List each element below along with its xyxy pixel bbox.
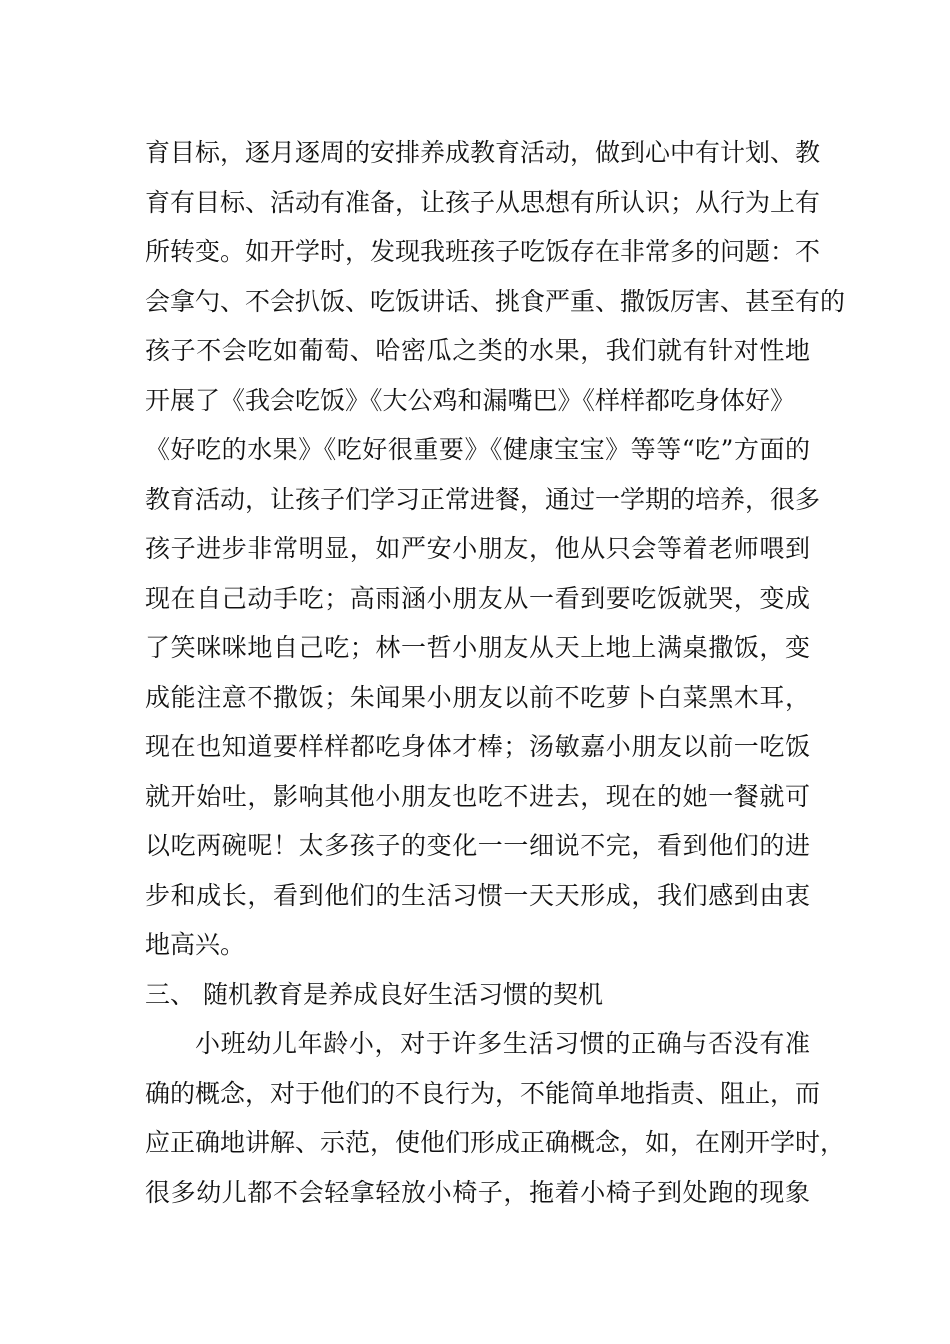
text-line: 成能注意不撒饭；朱闻果小朋友以前不吃萝卜白菜黑木耳， — [145, 682, 810, 712]
text-line: 所转变。如开学时，发现我班孩子吃饭存在非常多的问题：不 — [145, 237, 821, 266]
text-line: 开展了《我会吃饭》《大公鸡和漏嘴巴》《样样都吃身体好》 — [145, 385, 796, 415]
text-line: 了笑咪咪地自己吃；林一哲小朋友从天上地上满桌撒饭，变 — [145, 633, 810, 662]
text-line: 以吃两碗呢！太多孩子的变化一一细说不完，看到他们的进 — [145, 831, 810, 860]
text-line: 现在自己动手吃；高雨涵小朋友从一看到要吃饭就哭，变成 — [145, 583, 810, 613]
text-line: 会拿勺、不会扒饭、吃饭讲话、挑食严重、撒饭厉害、甚至有的 — [145, 286, 846, 316]
text-line: 应正确地讲解、示范，使他们形成正确概念，如，在刚开学时， — [145, 1128, 846, 1157]
text-line: 孩子不会吃如葡萄、哈密瓜之类的水果，我们就有针对性地 — [145, 336, 810, 365]
paragraph-end-line: 地高兴。 — [145, 930, 246, 959]
text-line: 就开始吐，影响其他小朋友也吃不进去，现在的她一餐就可 — [145, 781, 810, 811]
text-line: 教育活动，让孩子们学习正常进餐，通过一学期的培养，很多 — [145, 484, 821, 514]
text-line: 步和成长，看到他们的生活习惯一天天形成，我们感到由衷 — [145, 880, 810, 910]
paragraph-first-line: 小班幼儿年龄小，对于许多生活习惯的正确与否没有准 — [195, 1029, 810, 1058]
section-heading: 三、 随机教育是养成良好生活习惯的契机 — [145, 979, 603, 1009]
text-line: 育目标，逐月逐周的安排养成教育活动，做到心中有计划、教 — [145, 138, 821, 167]
document-body — [145, 128, 846, 1217]
text-line: 育有目标、活动有准备，让孩子从思想有所认识；从行为上有 — [145, 187, 821, 217]
text-line: 孩子进步非常明显，如严安小朋友，他从只会等着老师喂到 — [145, 534, 810, 563]
text-line: 确的概念，对于他们的不良行为，不能简单地指责、阻止，而 — [145, 1078, 821, 1108]
text-line: 现在也知道要样样都吃身体才棒；汤敏嘉小朋友以前一吃饭 — [145, 732, 810, 761]
text-line: 《好吃的水果》《吃好很重要》《健康宝宝》等等“吃”方面的 — [145, 435, 810, 464]
text-line: 很多幼儿都不会轻拿轻放小椅子，拖着小椅子到处跑的现象 — [145, 1177, 810, 1207]
